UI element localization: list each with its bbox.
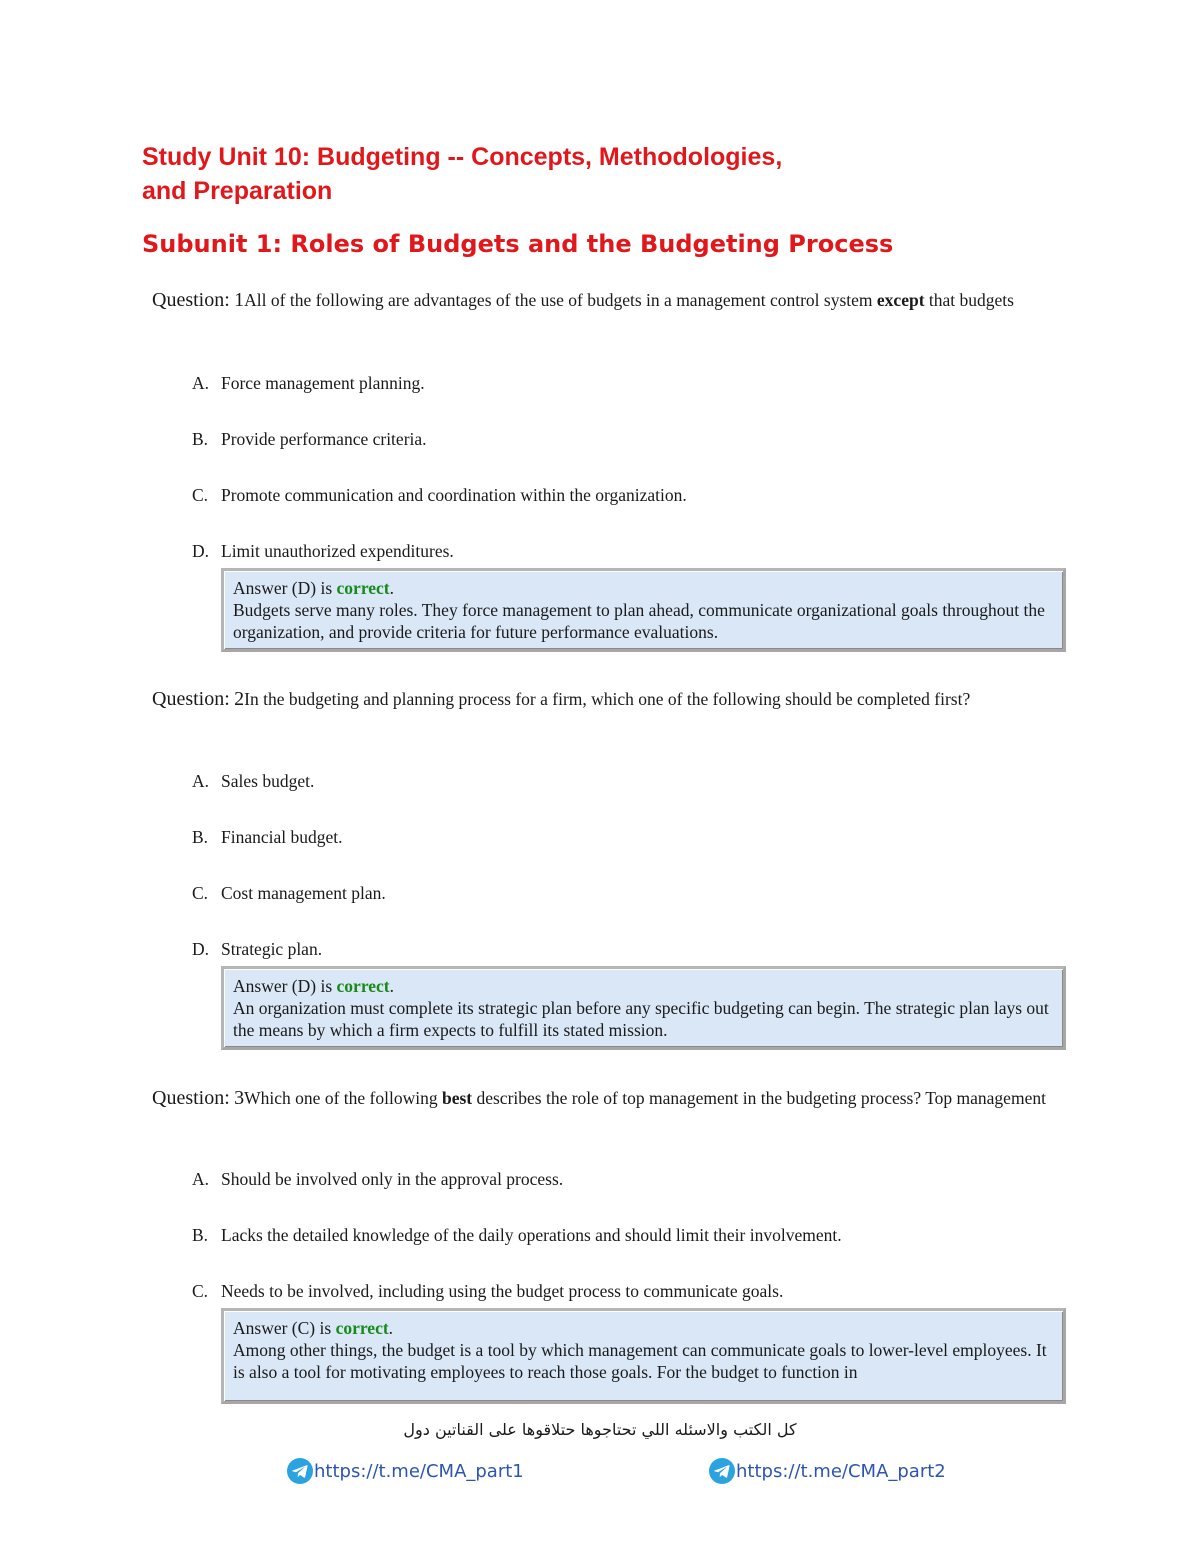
telegram-icon: [708, 1457, 736, 1485]
option-letter: C.: [192, 1281, 209, 1301]
answer-status: correct: [336, 578, 390, 598]
telegram-link-part1[interactable]: [286, 1456, 524, 1486]
subunit-title: Subunit 1: Roles of Budgets and the Budgeting Process: [142, 230, 894, 258]
option-letter: D.: [192, 939, 210, 959]
option-a: [192, 769, 1052, 793]
answer-line: [233, 577, 1055, 599]
question-3: [142, 1087, 1062, 1110]
answer-box-2: [221, 966, 1066, 1050]
question-text: Which one of the following: [244, 1088, 442, 1108]
option-text: Should be involved only in the approval process.: [221, 1169, 564, 1189]
question-text-cont: that budgets: [924, 290, 1014, 310]
option-letter: A.: [192, 373, 210, 393]
option-text: Force management planning.: [221, 373, 425, 393]
option-text: Cost management plan.: [221, 883, 386, 903]
answer-status: correct: [335, 1318, 389, 1338]
option-text: Limit unauthorized expenditures.: [221, 541, 454, 561]
answer-suffix: .: [388, 1318, 394, 1338]
telegram-link-text[interactable]: https://t.me/CMA_part2: [736, 1460, 946, 1482]
option-letter: B.: [192, 827, 209, 847]
option-letter: B.: [192, 429, 209, 449]
option-b: [192, 1223, 1052, 1247]
telegram-link-part2[interactable]: [708, 1456, 946, 1486]
option-text: Provide performance criteria.: [221, 429, 427, 449]
answer-explanation: Among other things, the budget is a tool by which management can communicate goals to lower-level employees. It is also a tool for motivating employees to reach those goals. For the budget to function in: [233, 1340, 1047, 1382]
option-d: [192, 539, 1052, 563]
option-d: [192, 937, 1052, 961]
answer-box-1: [221, 568, 1066, 652]
answer-box-3: [221, 1308, 1066, 1404]
answer-explanation: An organization must complete its strategic plan before any specific budgeting can begin. The strategic plan lays out the means by which a firm expects to fulfill its stated mission.: [233, 998, 1049, 1040]
answer-suffix: .: [389, 578, 395, 598]
option-b: [192, 825, 1052, 849]
question-emphasis: except: [876, 290, 925, 310]
answer-prefix: Answer (D) is: [233, 578, 337, 598]
question-text: In the budgeting and planning process for a firm, which one of the following should be completed first?: [244, 689, 971, 709]
answer-prefix: Answer (D) is: [233, 976, 337, 996]
option-text: Sales budget.: [221, 771, 315, 791]
question-text-cont: describes the role of top management in the budgeting process? Top management: [472, 1088, 1046, 1108]
question-1: [142, 289, 1062, 312]
answer-suffix: .: [389, 976, 395, 996]
answer-prefix: Answer (C) is: [233, 1318, 336, 1338]
question-number: 2: [234, 688, 245, 710]
answer-explanation: Budgets serve many roles. They force management to plan ahead, communicate organizational goals throughout the organization, and provide criteria for future performance evaluations.: [233, 600, 1045, 642]
telegram-icon: [286, 1457, 314, 1485]
option-letter: B.: [192, 1225, 209, 1245]
option-a: [192, 371, 1052, 395]
answer-line: [233, 1317, 1055, 1339]
option-c: [192, 1279, 1052, 1303]
title-line-2: and Preparation: [142, 177, 333, 205]
page-title: [142, 140, 1042, 208]
option-letter: D.: [192, 541, 210, 561]
answer-line: [233, 975, 1055, 997]
option-b: [192, 427, 1052, 451]
question-label: Question:: [152, 1087, 230, 1109]
option-text: Promote communication and coordination within the organization.: [221, 485, 687, 505]
option-text: Strategic plan.: [221, 939, 323, 959]
telegram-link-text[interactable]: https://t.me/CMA_part1: [314, 1460, 524, 1482]
option-letter: A.: [192, 1169, 210, 1189]
question-emphasis: best: [441, 1088, 473, 1108]
title-line-1: Study Unit 10: Budgeting -- Concepts, Methodologies,: [142, 143, 783, 171]
question-label: Question:: [152, 289, 230, 311]
question-number: 1: [234, 289, 245, 311]
question-label: Question:: [152, 688, 230, 710]
option-c: [192, 483, 1052, 507]
footer-arabic-text: كل الكتب والاسئله اللي تحتاجوها حتلاقوها على القناتين دول: [403, 1420, 797, 1439]
option-text: Lacks the detailed knowledge of the daily operations and should limit their involvement.: [221, 1225, 842, 1245]
option-text: Needs to be involved, including using the budget process to communicate goals.: [221, 1281, 784, 1301]
option-a: [192, 1167, 1052, 1191]
option-c: [192, 881, 1052, 905]
option-text: Financial budget.: [221, 827, 343, 847]
question-number: 3: [234, 1087, 245, 1109]
answer-status: correct: [336, 976, 390, 996]
option-letter: C.: [192, 485, 209, 505]
question-text: All of the following are advantages of the use of budgets in a management control system: [244, 290, 877, 310]
option-letter: A.: [192, 771, 210, 791]
option-letter: C.: [192, 883, 209, 903]
question-2: [142, 688, 1062, 711]
